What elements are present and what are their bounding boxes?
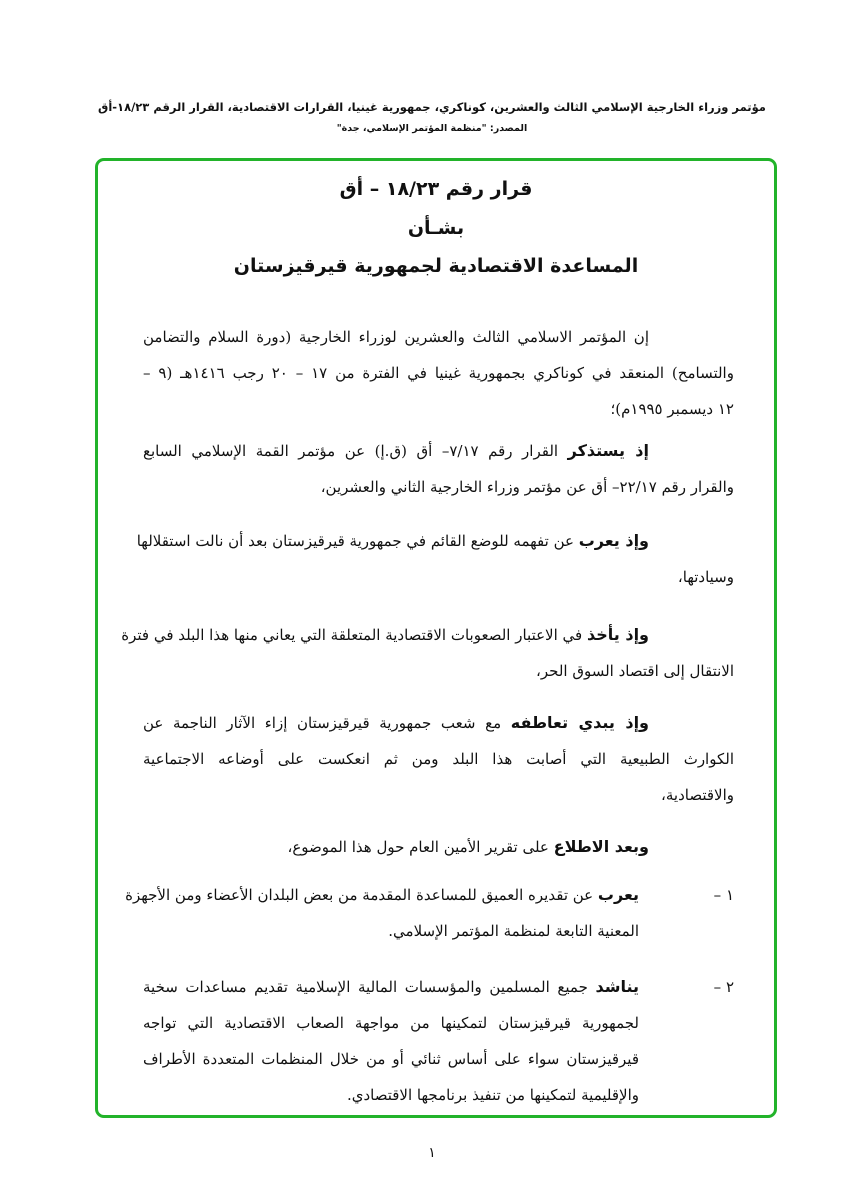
preamble-paragraph — [143, 319, 734, 427]
reviewing-paragraph — [143, 829, 734, 865]
document-source: المصدر: "منظمة المؤتمر الإسلامي، جدة" — [336, 123, 528, 134]
text-line: إن المؤتمر الاسلامي الثالث والعشرين لوزراء الخارجية (دورة السلام والتضامن — [143, 328, 649, 346]
text-line: وسيادتها، — [677, 568, 734, 586]
text-line — [143, 829, 734, 865]
text-line — [121, 617, 734, 653]
resolution-subject: المساعدة الاقتصادية لجمهورية قيرقيزستان — [233, 255, 639, 277]
text: عن تفهمه للوضع القائم في جمهورية قيرقيزستان بعد أن نالت استقلالها — [136, 532, 574, 550]
keyword: وإذ يعرب — [578, 531, 649, 550]
sympathy-paragraph — [143, 705, 734, 813]
text-line: الكوارث الطبيعية التي أصابت هذا البلد ومن ثم انعكست على أوضاعه الاجتماعية — [143, 750, 734, 768]
keyword: يناشد — [595, 977, 639, 996]
text-line: والقرار رقم ٢٢/١٧– أق عن مؤتمر وزراء الخارجية الثاني والعشرين، — [320, 478, 734, 496]
text: على تقرير الأمين العام حول هذا الموضوع، — [287, 838, 549, 856]
keyword: يعرب — [597, 885, 639, 904]
text: مع شعب جمهورية قيرقيزستان إزاء الآثار الناجمة عن — [143, 714, 502, 732]
text-line: ١٢ ديسمبر ١٩٩٥م)؛ — [610, 400, 734, 418]
text: في الاعتبار الصعوبات الاقتصادية المتعلقة التي يعاني منها هذا البلد في فترة — [121, 626, 583, 644]
considering-paragraph — [121, 617, 734, 689]
text-line: والتسامح) المنعقد في كوناكري بجمهورية غينيا في الفترة من ١٧ – ٢٠ رجب ١٤١٦هـ (٩ – — [143, 364, 734, 382]
text-line — [143, 969, 639, 1005]
text-line — [143, 433, 734, 469]
text: عن تقديره العميق للمساعدة المقدمة من بعض البلدان الأعضاء ومن الأجهزة — [125, 886, 594, 904]
expressing-paragraph — [136, 523, 734, 595]
operative-item-2 — [143, 969, 734, 1113]
resolution-number: قرار رقم ١٨/٢٣ – أق — [339, 178, 533, 200]
text: جميع المسلمين والمؤسسات المالية الإسلامية تقديم مساعدات سخية — [143, 978, 588, 996]
keyword: وبعد الاطلاع — [553, 837, 649, 856]
text-line — [136, 523, 734, 559]
text-line: والإقليمية لتمكينها من تنفيذ برنامجها الاقتصادي. — [346, 1086, 639, 1104]
regarding-label: بشـأن — [407, 217, 465, 239]
text-line: والاقتصادية، — [661, 786, 734, 804]
page-number: ١ — [428, 1145, 436, 1161]
text: القرار رقم ٧/١٧– أق (ق.إ) عن مؤتمر القمة الإسلامي السابع — [143, 442, 559, 460]
text-line: الانتقال إلى اقتصاد السوق الحر، — [536, 662, 734, 680]
operative-item-1 — [125, 877, 734, 949]
text-line: قيرقيزستان سواء على أساس ثنائي أو من خلال المنظمات المتعددة الأطراف — [143, 1050, 639, 1068]
document-header: مؤتمر وزراء الخارجية الإسلامي الثالث والعشرين، كوناكري، جمهورية غينيا، القرارات الاقتصادية، القرار الرقم ١٨/٢٣-أق — [98, 100, 766, 114]
text-line — [143, 705, 734, 741]
keyword: إذ يستذكر — [567, 441, 649, 460]
item-number: ٢ – — [713, 978, 734, 996]
text-line: المعنية التابعة لمنظمة المؤتمر الإسلامي. — [388, 922, 639, 940]
resolution-frame — [95, 158, 777, 1118]
item-number: ١ – — [713, 886, 734, 904]
text-line — [125, 877, 639, 913]
recalling-paragraph — [143, 433, 734, 505]
keyword: وإذ يأخذ — [587, 625, 649, 644]
text-line: لجمهورية قيرقيزستان لتمكينها من مواجهة الصعاب الاقتصادية التي تواجه — [143, 1014, 639, 1032]
keyword: وإذ يبدي تعاطفه — [510, 713, 649, 732]
